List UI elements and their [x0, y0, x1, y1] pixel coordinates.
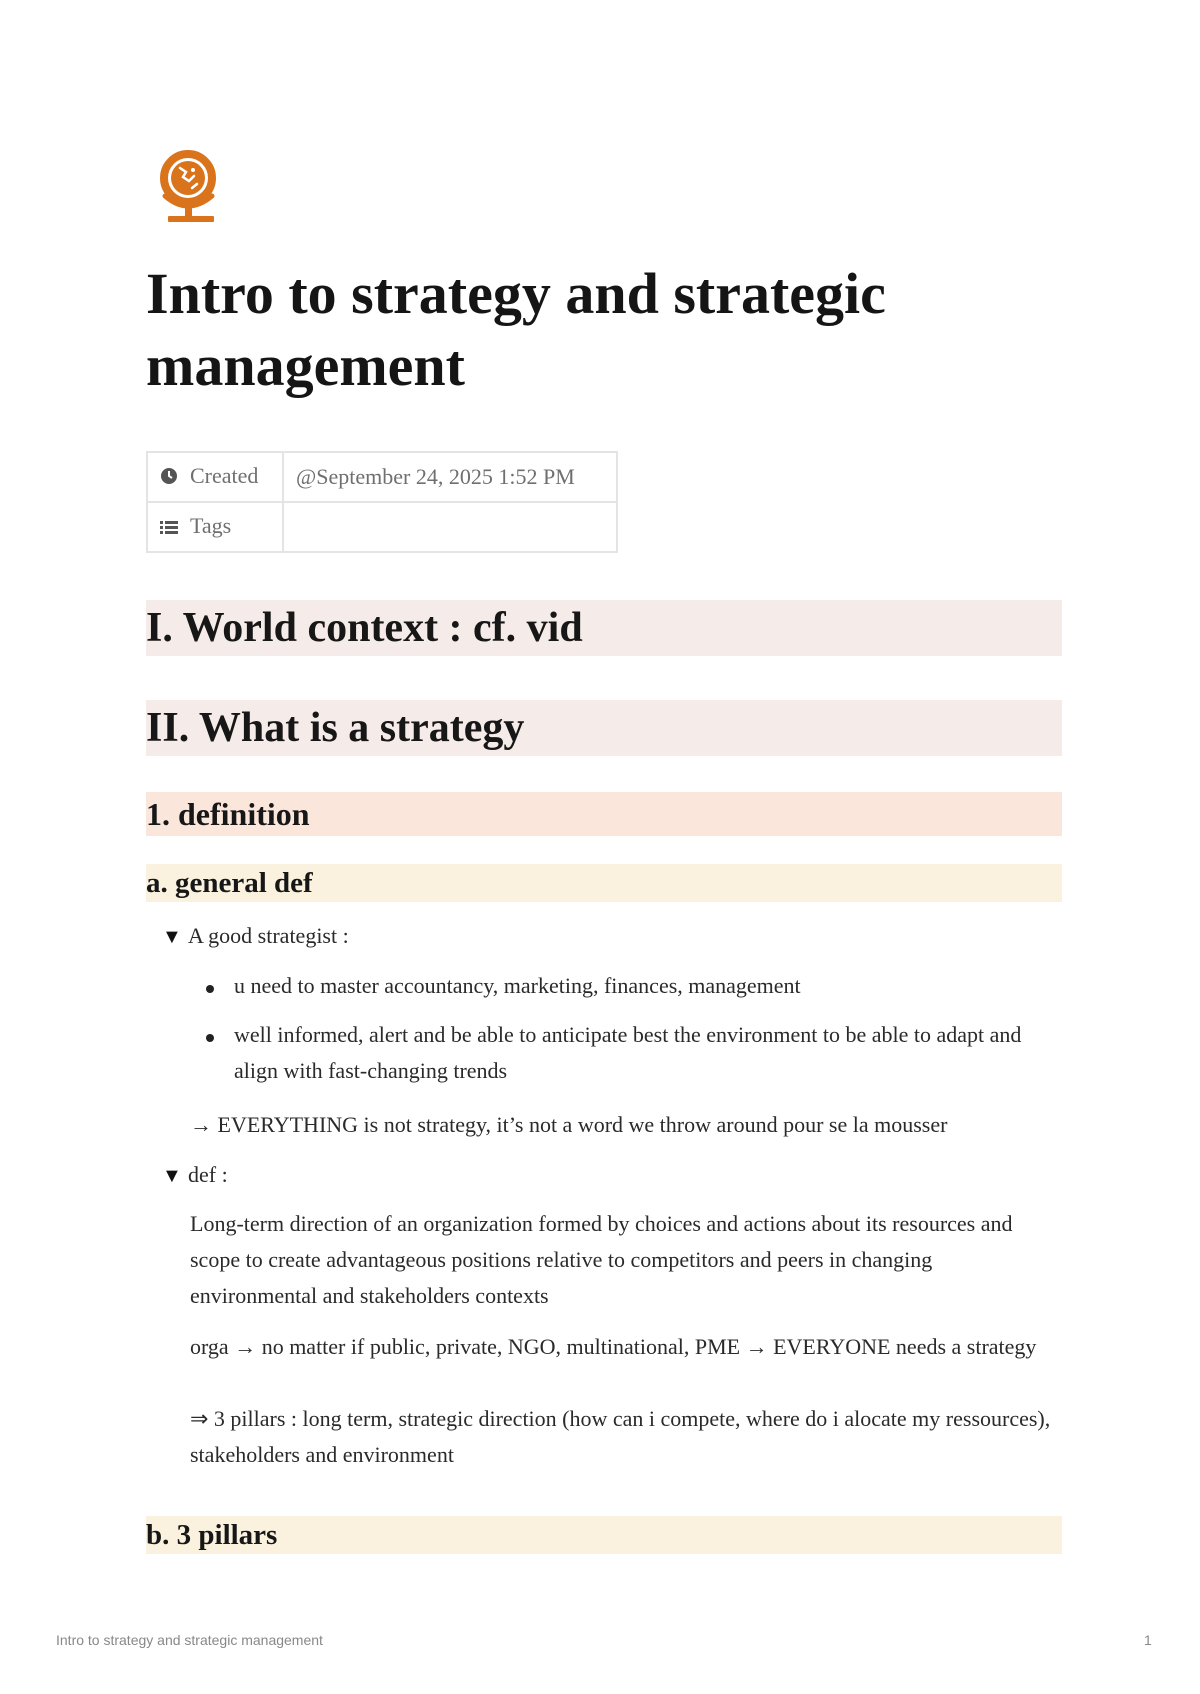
bullet-dot-icon	[206, 1034, 214, 1042]
bullet-dot-icon	[206, 985, 214, 993]
property-row-tags	[147, 502, 617, 552]
heading-general-def: a. general def	[146, 864, 1062, 902]
property-label: Created	[190, 463, 259, 489]
heading-world-context: I. World context : cf. vid	[146, 600, 1062, 656]
clock-icon	[160, 465, 182, 491]
property-value-tags[interactable]	[283, 502, 617, 552]
definition-paragraph: Long-term direction of an organization formed by choices and actions about its resources and scope to create advantageous positions relative to competitors and peers in changing environmental and stakeholders contexts	[190, 1211, 1013, 1308]
pillars-paragraph: ⇒ 3 pillars : long term, strategic direction (how can i compete, where do i alocate my ressources), stakeholders and environment	[190, 1406, 1051, 1467]
property-row-created	[147, 452, 617, 502]
property-label: Tags	[190, 513, 232, 539]
toggle-note: → EVERYTHING is not strategy, it’s not a word we throw around pour se la mousser	[190, 1112, 948, 1137]
property-name-created	[147, 452, 283, 502]
orga-paragraph: orga → no matter if public, private, NGO, multinational, PME → EVERYONE needs a strategy	[190, 1334, 1037, 1359]
globe-icon	[156, 146, 222, 226]
heading-definition: 1. definition	[146, 792, 1062, 836]
list-item: well informed, alert and be able to anticipate best the environment to be able to adapt and align with fast-changing trends	[234, 1022, 1022, 1083]
property-name-tags	[147, 502, 283, 552]
toggle-open-icon[interactable]: ▼	[162, 926, 182, 948]
toggle-open-icon[interactable]: ▼	[162, 1165, 182, 1187]
footer-page-number: 1	[1144, 1632, 1152, 1648]
heading-three-pillars: b. 3 pillars	[146, 1516, 1062, 1554]
toggle-good-strategist[interactable]	[162, 918, 1042, 955]
list-item: u need to master accountancy, marketing, finances, management	[234, 973, 801, 998]
toggle-label: def :	[188, 1162, 228, 1187]
toggle-def[interactable]	[162, 1157, 1042, 1194]
heading-what-is-strategy: II. What is a strategy	[146, 700, 1062, 756]
properties-table	[146, 451, 618, 553]
toggle-label: A good strategist :	[188, 923, 349, 948]
footer-title: Intro to strategy and strategic management	[56, 1632, 323, 1648]
property-value-created[interactable]: @September 24, 2025 1:52 PM	[283, 452, 617, 502]
list-icon	[160, 515, 182, 541]
page-title: Intro to strategy and strategic management	[146, 261, 886, 398]
